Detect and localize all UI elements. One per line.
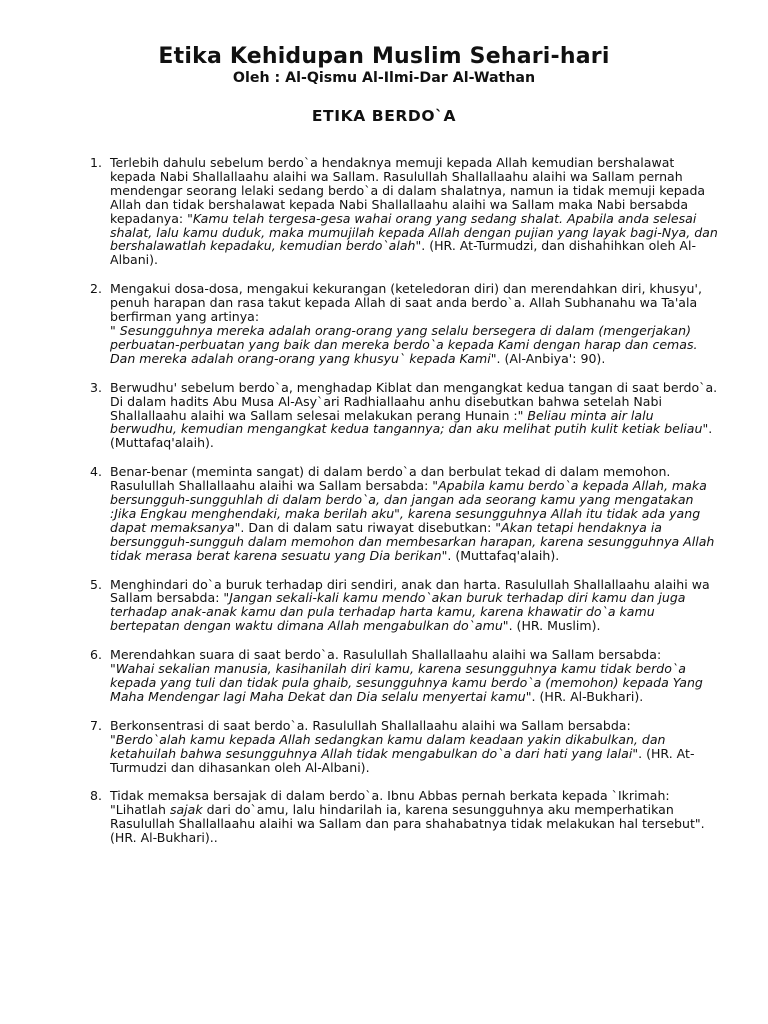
- list-item: [82, 648, 718, 704]
- list-item-number: 3.: [90, 379, 102, 395]
- item-quote: sajak: [169, 802, 203, 818]
- list-item: [82, 789, 718, 845]
- list-item-body: [110, 282, 718, 365]
- item-text: dari do`amu, lalu hindarilah ia, karena sesungguhnya aku memperhatikan Rasulullah Shallallaahu alaihi wa Sallam dan para shahabatnya tidak melakukan hal tersebut".(HR. Al-Bukhari)..: [110, 802, 705, 846]
- list-item: [82, 578, 718, 634]
- item-quote: Apabila kamu berdo`a kepada Allah, maka bersungguh-sungguhlah di dalam berdo`a, dan jangan ada seorang kamu yang mengatakan :Jika Engkau menghendaki, maka berilah aku", karena sesungguhnya Allah itu tidak ada yang dapat memaksanya: [110, 478, 707, 535]
- item-text: Berwudhu' sebelum berdo`a, menghadap Kiblat dan mengangkat kedua tangan di saat berdo`a. Di dalam hadits Abu Musa Al-Asy`ari Radhiallaahu anhu disebutkan bahwa setelah Nabi Shallallaahu alaihi wa Sallam selesai melakukan perang Hunain :": [110, 379, 718, 423]
- list-item-number: 1.: [90, 155, 102, 170]
- list-item-number: 4.: [90, 464, 102, 480]
- item-quote: Akan tetapi hendaknya ia bersungguh-sungguh dalam memohon dan membesarkan harapan, karena sesungguhnya Allah tidak merasa berat karena sesuatu yang Dia berikan: [110, 519, 715, 563]
- list-item-number: 2.: [90, 281, 102, 297]
- item-text: ". (Al-Anbiya': 90).: [490, 350, 606, 366]
- list-item: [82, 465, 718, 562]
- item-text: ". (HR. Muslim).: [502, 618, 601, 634]
- item-quote: Beliau minta air lalu berwudhu, kemudian mengangkat kedua tangannya; dan aku melihat putih kulit ketiak beliau: [110, 407, 703, 437]
- list-item-body: [110, 465, 718, 562]
- item-quote: Jangan sekali-kali kamu mendo`akan buruk terhadap diri kamu dan juga terhadap anak-anak kamu dan pula terhadap harta kamu, karena khawatir do`a kamu bertepatan dengan waktu dimana Allah mengabulkan do`amu: [110, 590, 686, 634]
- list-item: [82, 156, 718, 267]
- item-text: Tidak memaksa bersajak di dalam berdo`a. Ibnu Abbas pernah berkata kepada `Ikrimah: "Lihatlah: [110, 788, 670, 818]
- item-text: ". (Muttafaq'alaih).: [110, 421, 713, 451]
- item-quote: Wahai sekalian manusia, kasihanilah diri kamu, karena sesungguhnya kamu tidak berdo`a kepada yang tuli dan tidak pula ghaib, sesungguhnya kamu berdo`a (memohon) kepada Yang Maha Mendengar lagi Maha Dekat dan Dia selalu menyertai kamu: [110, 661, 703, 704]
- list-item-body: [110, 719, 718, 775]
- item-text: Berkonsentrasi di saat berdo`a. Rasulullah Shallallaahu alaihi wa Sallam bersabda: ": [110, 717, 631, 747]
- item-text: Mengakui dosa-dosa, mengakui kekurangan (keteledoran diri) dan merendahkan diri, khusyu', penuh harapan dan rasa takut kepada Allah di saat anda berdo`a. Allah Subhanahu wa Ta'ala berfirman yang artinya: ": [110, 281, 702, 338]
- document-byline: Oleh : Al-Qismu Al-Ilmi-Dar Al-Wathan: [232, 70, 536, 86]
- list-item-body: [110, 381, 718, 451]
- list-item: [82, 381, 718, 451]
- item-quote: Kamu telah tergesa-gesa wahai orang yang sedang shalat. Apabila anda selesai shalat, lalu kamu duduk, maka mumujilah kepada Allah dengan pujian yang layak bagi-Nya, dan bershalawatlah kepadaku, kemudian berdo`alah: [110, 210, 718, 254]
- item-text: ". (HR. At-Turmudzi, dan dishahihkan oleh Al-Albani).: [110, 238, 697, 268]
- item-text: ". (Muttafaq'alaih).: [441, 547, 560, 563]
- list-item-body: [110, 789, 718, 845]
- etiquette-list: [82, 156, 718, 845]
- item-text: ". (HR. At-Turmudzi dan dihasankan oleh Al-Albani).: [110, 745, 695, 775]
- list-item: [82, 282, 718, 365]
- item-text: Terlebih dahulu sebelum berdo`a hendaknya memuji kepada Allah kemudian bershalawat kepada Nabi Shallallaahu alaihi wa Sallam. Rasulullah Shallallaahu alaihi wa Sallam pernah mendengar seorang lelaki sedang berdo`a di dalam shalatnya, namun ia tidak memuji kepada Allah dan tidak bershalawat kepada Nabi Shallallaahu alaihi wa Sallam maka Nabi bersabda kepadanya: ": [110, 155, 706, 226]
- item-quote: Sesungguhnya mereka adalah orang-orang yang selalu bersegera di dalam (mengerjakan) perbuatan-perbuatan yang baik dan mereka berdo`a kepada Kami dengan harap dan cemas. Dan mereka adalah orang-orang yang khusyu` kepada Kami: [110, 322, 698, 366]
- list-item-number: 6.: [90, 647, 102, 663]
- item-text: ". (HR. Al-Bukhari).: [525, 688, 644, 704]
- item-quote: Berdo`alah kamu kepada Allah sedangkan kamu dalam keadaan yakin dikabulkan, dan ketahuilah bahwa sesungguhnya Allah tidak mengabulkan do`a dari hati yang lalai: [110, 731, 666, 761]
- item-text: Merendahkan suara di saat berdo`a. Rasulullah Shallallaahu alaihi wa Sallam bersabda: ": [110, 647, 662, 677]
- list-item-number: 5.: [90, 576, 102, 592]
- item-text: Menghindari do`a buruk terhadap diri sendiri, anak dan harta. Rasulullah Shallallaahu alaihi wa Sallam bersabda: ": [110, 576, 710, 606]
- item-text: ". Dan di dalam satu riwayat disebutkan: ": [234, 519, 502, 535]
- list-item: [82, 719, 718, 775]
- list-item-body: [110, 648, 718, 704]
- document-title: Etika Kehidupan Muslim Sehari-hari: [158, 44, 610, 69]
- list-item-number: 8.: [90, 788, 102, 804]
- item-text: Benar-benar (meminta sangat) di dalam berdo`a dan berbulat tekad di dalam memohon. Rasulullah Shallallaahu alaihi wa Sallam bersabda: ": [110, 464, 671, 494]
- section-heading: ETIKA BERDO`A: [311, 107, 457, 125]
- list-item-body: [110, 578, 718, 634]
- list-item-number: 7.: [90, 717, 102, 733]
- list-item-body: [110, 156, 718, 267]
